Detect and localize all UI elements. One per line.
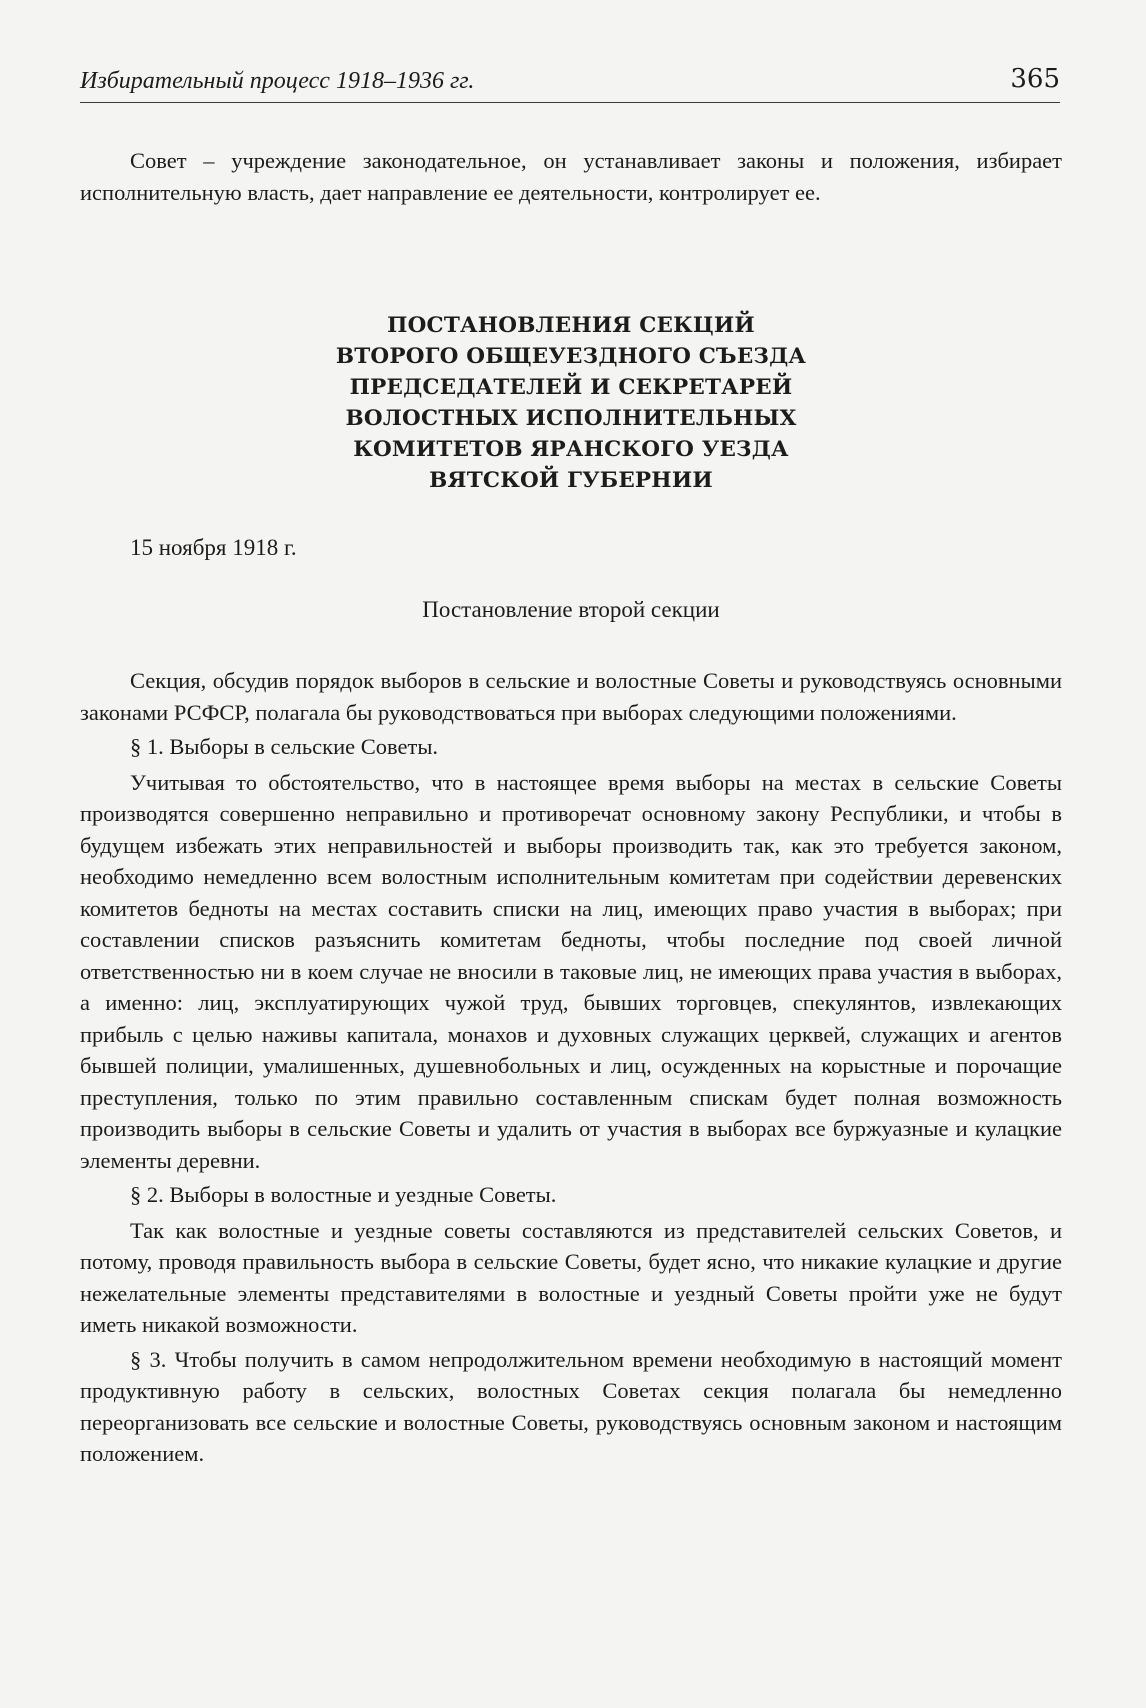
title-line: ПОСТАНОВЛЕНИЯ СЕКЦИЙ [387,313,755,338]
title-line: ВОЛОСТНЫХ ИСПОЛНИТЕЛЬНЫХ [345,406,797,431]
paragraph-section-3: § 3. Чтобы получить в самом непродолжительном времени необходимую в настоящий момент продуктивную работу в сельских, волостных Советах секция полагала бы немедленно переорганизовать все сельские и волостные Советы, руководствуясь основным законом и настоящим положением. [80,1346,1062,1466]
paragraph-intro: Секция, обсудив порядок выборов в сельские и волостные Советы и руководствуясь основными законами РСФСР, полагала бы руководствоваться при выборах следующими положениями. [80,668,1062,725]
section-heading-1: § 1. Выборы в сельские Советы. [130,734,439,759]
title-line: КОМИТЕТОВ ЯРАНСКОГО УЕЗДА [353,437,789,462]
paragraph-section-2: Так как волостные и уездные советы составляются из представителей сельских Советов, и потому, проводя правильность выбора в сельские Советы, будет ясно, что никакие кулацкие и другие нежелательные элементы представителями в волостные и уездный Советы пройти уже не будут иметь никакой возможности. [80,1217,1062,1337]
lead-paragraph: Совет – учреждение законодательное, он устанавливает законы и положения, избирает исполнительную власть, дает направление ее деятельности, контролирует ее. [80,148,1062,205]
title-line: ВЯТСКОЙ ГУБЕРНИИ [429,468,713,493]
running-header [80,62,1060,103]
running-title: Избирательный процесс 1918–1936 гг. [80,68,475,94]
title-line: ПРЕДСЕДАТЕЛЕЙ И СЕКРЕТАРЕЙ [349,375,793,400]
paragraph-section-1: Учитывая то обстоятельство, что в настоящее время выборы на местах в сельские Советы производятся совершенно неправильно и противоречат основному закону Республики, и чтобы в будущем избежать этих неправильностей и выборы производить так, как это требуется законом, необходимо немедленно всем волостным исполнительным комитетам при содействии деревенских комитетов бедноты на местах составить списки на лиц, имеющих право участия в выборах; при составлении списков разъяснить комитетам бедноты, чтобы последние под своей личной ответственностью ни в коем случае не вносили в таковые лиц, не имеющих права участия в выборах, а именно: лиц, эксплуатирующих чужой труд, бывших торговцев, спекулянтов, извлекающих прибыль с целью наживы капитала, монахов и духовных служащих церквей, служащих и агентов бывшей полиции, умалишенных, душевнобольных и лиц, осужденных на корыстные и порочащие преступления, только по этим правильно составленным спискам будет полная возможность производить выборы в сельские Советы и удалить от участия в выборах все буржуазные и кулацкие элементы деревни. [80,769,1062,1173]
page-number: 365 [1010,64,1060,94]
section-subtitle: Постановление второй секции [422,597,720,622]
document-title [80,310,1062,496]
body-text [80,665,1062,1473]
section-heading-2: § 2. Выборы в волостные и уездные Советы. [130,1182,557,1207]
title-line: ВТОРОГО ОБЩЕУЕЗДНОГО СЪЕЗДА [335,344,807,369]
lead-paragraph-block [80,145,1062,208]
document-date: 15 ноября 1918 г. [130,535,297,560]
